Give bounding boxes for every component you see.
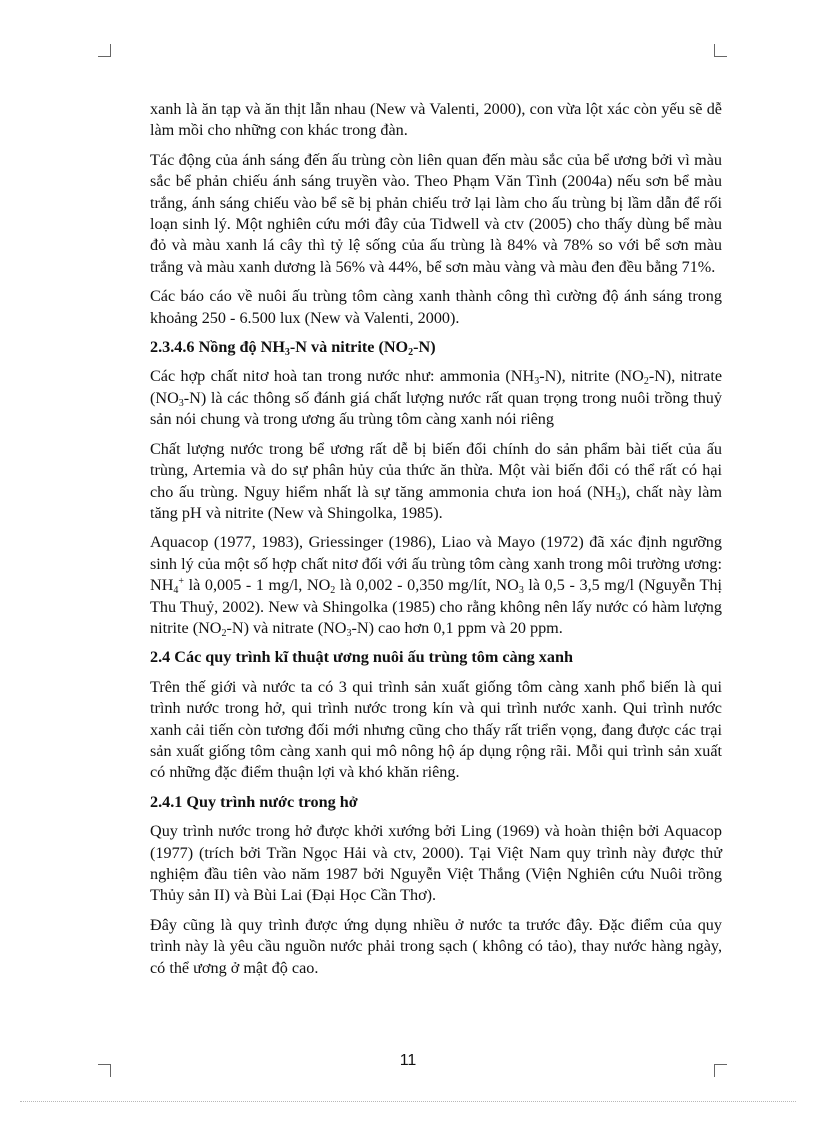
paragraph-water-quality: Chất lượng nước trong bể ương rất dễ bị biến đổi chính do sản phẩm bài tiết của ấu trùng, Artemia và do sự phân hủy của thức ăn thừa. Một vài biến đổi có thể rất có hại cho ấu trùng. Nguy hiểm nhất là sự tăng ammonia chưa ion hoá $(NH_3)$, chất này làm tăng pH và nitrite (New và Shingolka, 1985).	[150, 439, 722, 522]
paragraph-cannibalism: xanh là ăn tạp và ăn thịt lẫn nhau (New và Valenti, 2000), con vừa lột xác còn yếu sẽ dễ làm mồi cho những con khác trong đàn.	[150, 100, 722, 140]
heading-2-4-1: 2.4.1 Quy trình nước trong hở	[150, 792, 358, 811]
paragraph-three-processes: Trên thế giới và nước ta có 3 qui trình sản xuất giống tôm càng xanh phổ biến là qui trình nước trong hở, qui trình nước trong kín và qui trình nước xanh. Qui trình nước xanh cải tiến còn tương đối mới nhưng cũng cho thấy rất triển vọng, đang được các trại sản xuất giống tôm càng xanh qui mô nông hộ áp dụng rộng rãi. Mỗi qui trình sản xuất có những đặc điểm thuận lợi và khó khăn riêng.	[150, 677, 722, 782]
heading-2-4: 2.4 Các quy trình kĩ thuật ương nuôi ấu trùng tôm càng xanh	[150, 648, 574, 667]
paragraph-process-features: Đây cũng là quy trình được ứng dụng nhiều ở nước ta trước đây. Đặc điểm của quy trình này là yêu cầu nguồn nước phải trong sạch ( không có tảo), thay nước hàng ngày, có thể ương ở mật độ cao.	[150, 915, 722, 977]
crop-mark-top-left	[98, 44, 111, 57]
paragraph-thresholds: Aquacop (1977, 1983), Griessinger (1986), Liao và Mayo (1972) đã xác định ngưỡng sinh lý của một số hợp chất nitơ đối với ấu trùng tôm càng xanh trong môi trường ương: $NH_4^+$ là 0,005 - 1 mg/l, $NO_2$ là 0,002 - 0,350 mg/lít, $NO_3$ là 0,5 - 3,5 mg/l (Nguyễn Thị Thu Thuỷ, 2002). New và Shingolka (1985) cho rằng không nên lấy nước có hàm lượng nitrite $(NO_2-N)$ và nitrate $(NO_3-N)$ cao hơn 0,1 ppm và 20 ppm.	[150, 533, 722, 639]
paragraph-open-clear-water: Quy trình nước trong hở được khởi xướng bởi Ling (1969) và hoàn thiện bởi Aquacop (1977) (trích bởi Trần Ngọc Hải và ctv, 2000). Tại Việt Nam quy trình này được thử nghiệm đầu tiên vào năm 1987 bởi Nguyễn Việt Thắng (Viện Nghiên cứu Nuôi trồng Thủy sản II) và Bùi Lai (Đại Học Cần Thơ).	[150, 822, 722, 905]
paragraph-tank-color: Tác động của ánh sáng đến ấu trùng còn liên quan đến màu sắc của bể ương bởi vì màu sắc bể phản chiếu ánh sáng truyền vào. Theo Phạm Văn Tình (2004a) nếu sơn bể màu trắng, ánh sáng chiếu vào bể sẽ bị phản chiếu trở lại làm cho ấu trùng bị lầm dẫn để rối loạn sinh lý. Một nghiên cứu mới đây của Tidwell và ctv (2005) cho thấy dùng bể màu đỏ và màu xanh lá cây thì tỷ lệ sống của ấu trùng là 84% và 78% so với bể sơn màu trắng và màu xanh dương là 56% và 44%, bể sơn màu vàng và màu đen đều bằng 71%.	[150, 150, 722, 276]
page-body	[150, 99, 722, 987]
paragraph-nitrogen-compounds: Các hợp chất nitơ hoà tan trong nước như: ammonia $(NH_3-N)$, nitrite $(NO_2-N)$, nitrate $(NO_3-N)$ là các thông số đánh giá chất lượng nước rất quan trọng trong nuôi trồng thuỷ sản nói chung và trong ương ấu trùng tôm càng xanh nói riêng	[150, 367, 723, 429]
paragraph-light-intensity: Các báo cáo về nuôi ấu trùng tôm càng xanh thành công thì cường độ ánh sáng trong khoảng 250 - 6.500 lux (New và Valenti, 2000).	[150, 287, 722, 327]
page-number: 11	[399, 1052, 417, 1069]
heading-2-3-4-6: 2.3.4.6 Nồng độ $NH_3-N$ và nitrite $(NO_2-N)$	[150, 338, 436, 359]
page-bottom-divider	[20, 1101, 796, 1102]
crop-mark-top-right	[714, 44, 727, 57]
